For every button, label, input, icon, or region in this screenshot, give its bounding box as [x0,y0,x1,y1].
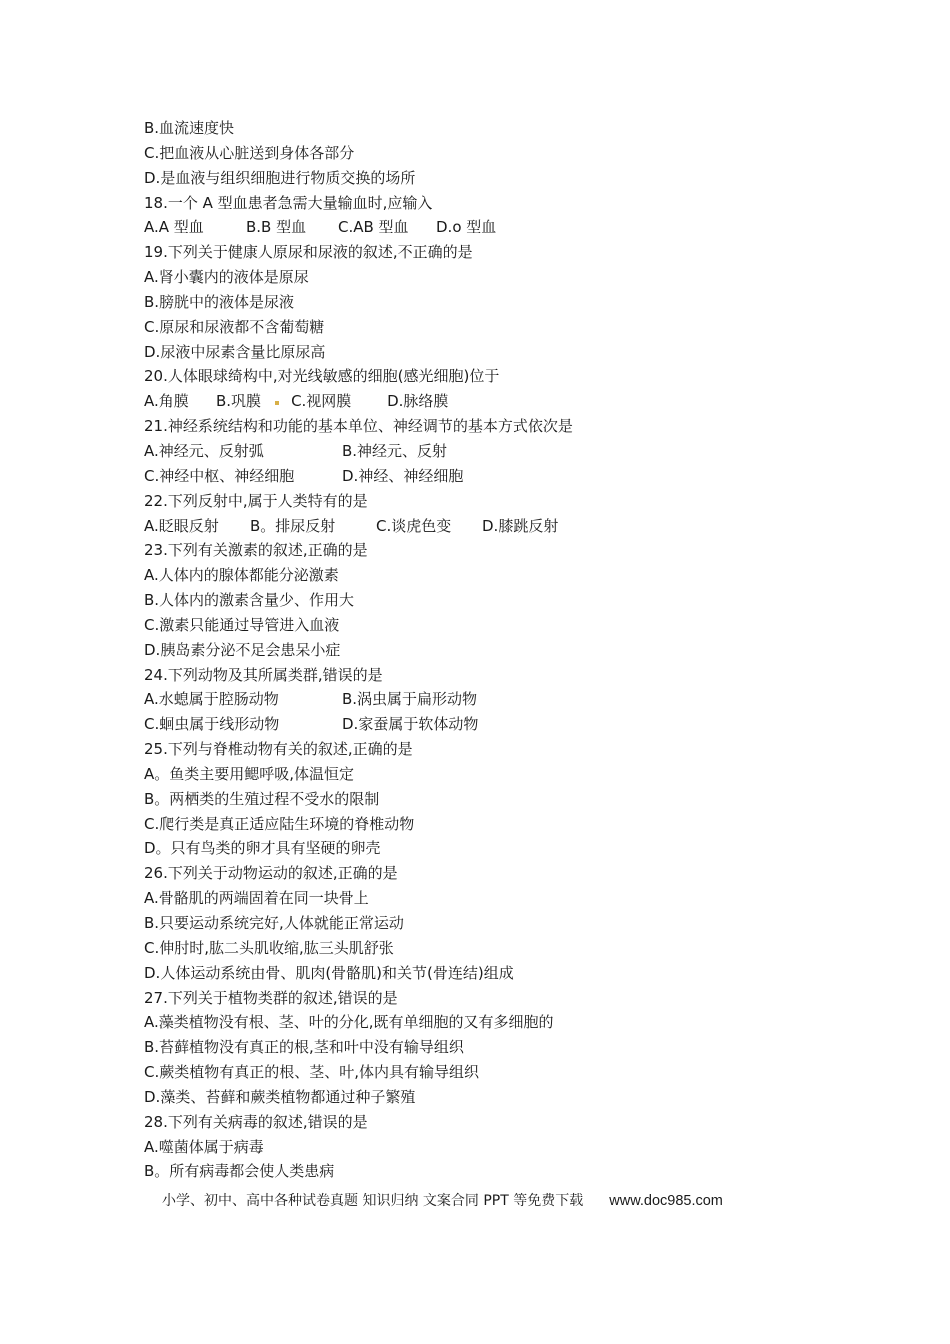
question-19: 19.下列关于健康人原尿和尿液的叙述,不正确的是 [144,243,473,262]
question-22-options [144,514,824,539]
option-a: A.神经元、反射弧 [144,441,264,460]
option-a: A.噬菌体属于病毒 [144,1137,264,1156]
option-d: D。只有鸟类的卵才具有坚硬的卵壳 [144,839,381,858]
text-line: B.血流速度快 [144,119,235,137]
option-a: A.藻类植物没有根、茎、叶的分化,既有单细胞的又有多细胞的 [144,1013,554,1032]
option-b: B.B 型血 [246,218,307,237]
option-a: A.角膜 [144,392,189,411]
option-c: C.伸肘时,肱二头肌收缩,肱三头肌舒张 [144,938,394,957]
option-c: C.视网膜 [291,392,352,411]
footer-url: www.doc985.com [609,1193,723,1209]
footer-text: 小学、初中、高中各种试卷真题 知识归纳 文案合同 PPT 等免费下载 [162,1193,584,1209]
option-a: A.骨骼肌的两端固着在同一块骨上 [144,889,369,908]
option-a: A.肾小囊内的液体是原尿 [144,268,309,287]
option-c: C.激素只能通过导管进入血液 [144,615,340,634]
option-d: D.脉络膜 [387,392,449,411]
option-c: C.AB 型血 [338,218,409,237]
option-d: D.膝跳反射 [482,516,559,535]
option-d: D.藻类、苔藓和蕨类植物都通过种子繁殖 [144,1087,416,1106]
option-b: B.只要运动系统完好,人体就能正常运动 [144,914,404,932]
text-line: D.是血液与组织细胞进行物质交换的场所 [144,168,416,187]
option-d: D.家蚕属于软体动物 [342,715,479,734]
option-a: A.人体内的腺体都能分泌激素 [144,566,339,585]
question-25: 25.下列与脊椎动物有关的叙述,正确的是 [144,740,413,759]
option-d: D.胰岛素分泌不足会患呆小症 [144,640,341,659]
option-b: B。排尿反射 [250,516,336,535]
question-24-options-row2 [144,712,824,737]
option-b: B.巩膜 [216,392,262,411]
option-a: A.眨眼反射 [144,516,219,535]
question-27: 27.下列关于植物类群的叙述,错误的是 [144,988,398,1007]
option-c: C.谈虎色变 [376,516,452,535]
option-c: C.蛔虫属于线形动物 [144,715,280,734]
question-18-options [144,215,824,240]
option-d: D.尿液中尿素含量比原尿高 [144,342,326,361]
option-a: A。鱼类主要用鳃呼吸,体温恒定 [144,764,355,783]
option-b: B.苔藓植物没有真正的根,茎和叶中没有输导组织 [144,1038,464,1057]
decorative-dot [275,401,279,405]
option-c: C.蕨类植物有真正的根、茎、叶,体内具有输导组织 [144,1063,480,1082]
option-b: B。两栖类的生殖过程不受水的限制 [144,789,380,808]
question-21: 21.神经系统结构和功能的基本单位、神经调节的基本方式依次是 [144,417,573,436]
question-20-options [144,389,824,414]
option-d: D.神经、神经细胞 [342,466,464,485]
question-21-options-row1 [144,439,824,464]
option-d: D.人体运动系统由骨、肌肉(骨骼肌)和关节(骨连结)组成 [144,963,514,982]
question-26: 26.下列关于动物运动的叙述,正确的是 [144,864,398,883]
option-d: D.o 型血 [436,218,497,237]
text-line: C.把血液从心脏送到身体各部分 [144,143,355,162]
question-23: 23.下列有关激素的叙述,正确的是 [144,541,368,560]
question-20: 20.人体眼球绮构中,对光线敏感的细胞(感光细胞)位于 [144,367,500,386]
option-b: B.涡虫属于扁形动物 [342,690,478,709]
option-a: A.A 型血 [144,218,204,237]
question-21-options-row2 [144,464,824,489]
option-b: B.人体内的激素含量少、作用大 [144,591,355,610]
option-b: B。所有病毒都会使人类患病 [144,1162,335,1181]
option-c: C.原尿和尿液都不含葡萄糖 [144,317,325,336]
option-b: B.膀胱中的液体是尿液 [144,292,295,311]
page-footer [162,1191,723,1211]
option-b: B.神经元、反射 [342,441,448,460]
question-18: 18.一个 A 型血患者急需大量输血时,应输入 [144,193,433,212]
question-24-options-row1 [144,687,824,712]
document-body [144,116,824,1184]
option-a: A.水螅属于腔肠动物 [144,690,279,709]
question-28: 28.下列有关病毒的叙述,错误的是 [144,1112,368,1131]
question-22: 22.下列反射中,属于人类特有的是 [144,491,368,510]
option-c: C.神经中枢、神经细胞 [144,466,295,485]
option-c: C.爬行类是真正适应陆生环境的脊椎动物 [144,814,415,833]
question-24: 24.下列动物及其所属类群,错误的是 [144,665,383,684]
